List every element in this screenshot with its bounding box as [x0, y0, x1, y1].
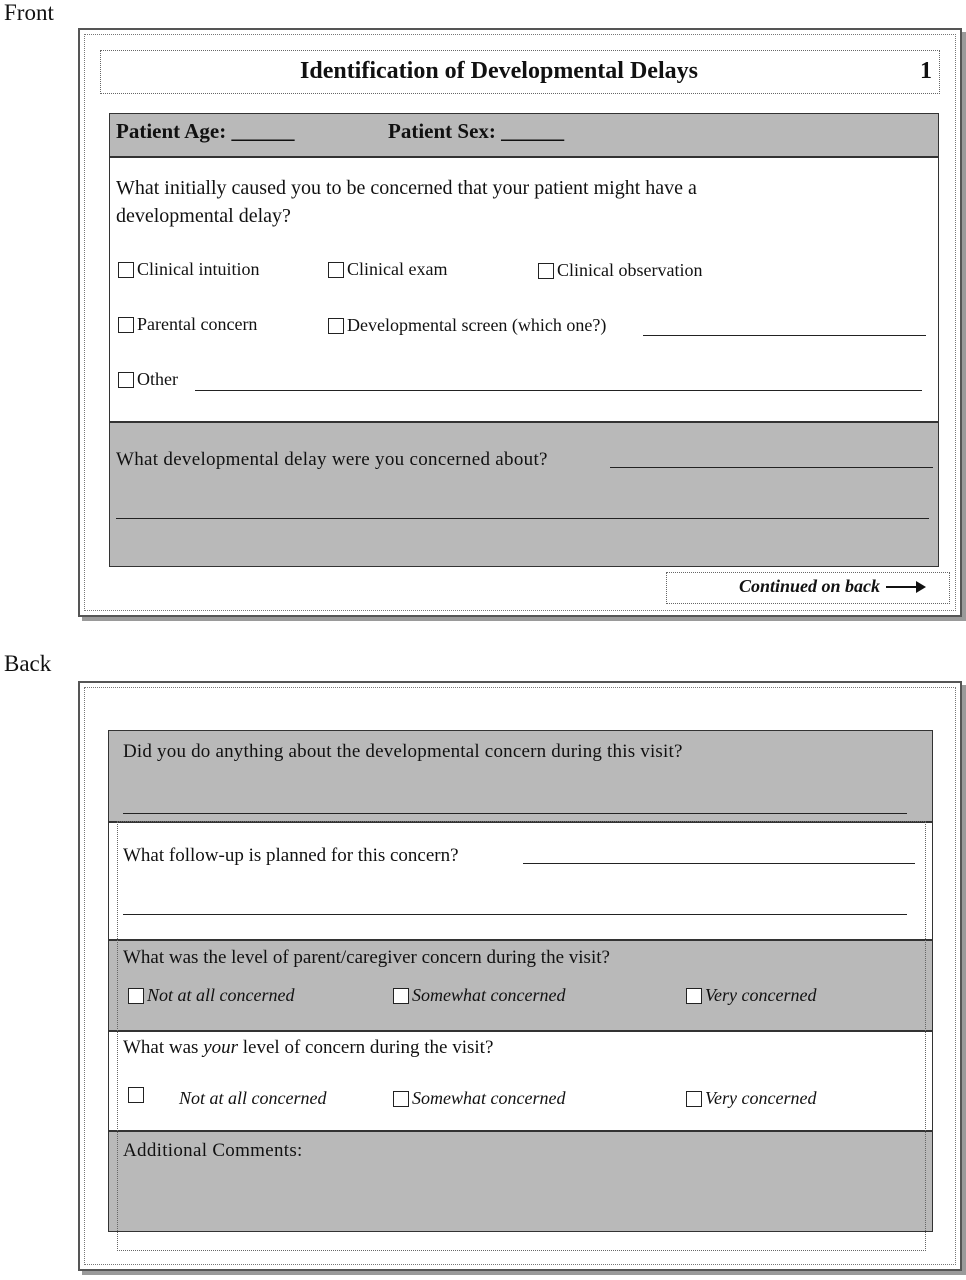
- question1-text-line2: developmental delay?: [116, 205, 291, 227]
- option-developmental-screen[interactable]: [328, 315, 606, 336]
- question2-panel: [109, 422, 939, 567]
- continued-text: Continued on back: [739, 576, 881, 596]
- option-label: Clinical exam: [347, 259, 448, 279]
- q6-text-emphasis: your: [203, 1037, 239, 1058]
- question2-blank-2[interactable]: [116, 518, 929, 519]
- option-parental-concern[interactable]: [118, 314, 257, 335]
- question2-blank-1[interactable]: [610, 467, 933, 468]
- back-label: Back: [4, 651, 52, 676]
- option-label: Other: [137, 369, 178, 389]
- question3-blank[interactable]: [123, 813, 907, 814]
- q6-option-not-at-all-label: Not at all concerned: [179, 1088, 327, 1108]
- option-label: Very concerned: [705, 1088, 817, 1108]
- option-label: Parental concern: [137, 314, 258, 334]
- option-label: Developmental screen (which one?): [347, 315, 607, 335]
- question3-text: Did you do anything about the developmental concern during this visit?: [123, 741, 683, 762]
- option-clinical-exam[interactable]: [328, 259, 447, 280]
- option-label: Clinical observation: [557, 260, 703, 280]
- option-label: Somewhat concerned: [412, 985, 566, 1005]
- option-clinical-intuition[interactable]: [118, 259, 260, 280]
- question4-text: What follow-up is planned for this concern?: [123, 845, 459, 866]
- option-label: Very concerned: [705, 985, 817, 1005]
- page-number: 1: [920, 58, 932, 84]
- question2-text: What developmental delay were you concerned about?: [116, 449, 548, 470]
- patient-sex-field[interactable]: Patient Sex: ______: [388, 119, 565, 143]
- back-dotted-frame: [117, 821, 926, 1251]
- form-title: Identification of Developmental Delays: [300, 58, 698, 84]
- option-label: Clinical intuition: [137, 259, 260, 279]
- checkbox-parental-concern[interactable]: [118, 317, 134, 333]
- option-label: Not at all concerned: [147, 985, 295, 1005]
- question1-text-line1: What initially caused you to be concerned that your patient might have a: [116, 177, 697, 199]
- option-label: Somewhat concerned: [412, 1088, 566, 1108]
- other-blank[interactable]: [195, 390, 922, 391]
- checkbox-clinical-exam[interactable]: [328, 262, 344, 278]
- checkbox-clinical-observation[interactable]: [538, 263, 554, 279]
- patient-age-field[interactable]: Patient Age: ______: [116, 119, 295, 143]
- arrow-right-icon: [886, 586, 924, 588]
- developmental-screen-blank[interactable]: [643, 335, 926, 336]
- q6-text-post: level of concern during the visit?: [238, 1037, 494, 1058]
- continued-on-back: [739, 576, 924, 597]
- question5-text: What was the level of parent/caregiver concern during the visit?: [123, 947, 610, 968]
- front-label: Front: [4, 0, 54, 25]
- option-clinical-observation[interactable]: [538, 260, 702, 281]
- checkbox-clinical-intuition[interactable]: [118, 262, 134, 278]
- checkbox-developmental-screen[interactable]: [328, 318, 344, 334]
- comments-label: Additional Comments:: [123, 1140, 303, 1161]
- q6-text-pre: What was: [123, 1037, 204, 1058]
- checkbox-other[interactable]: [118, 372, 134, 388]
- option-other[interactable]: [118, 369, 178, 390]
